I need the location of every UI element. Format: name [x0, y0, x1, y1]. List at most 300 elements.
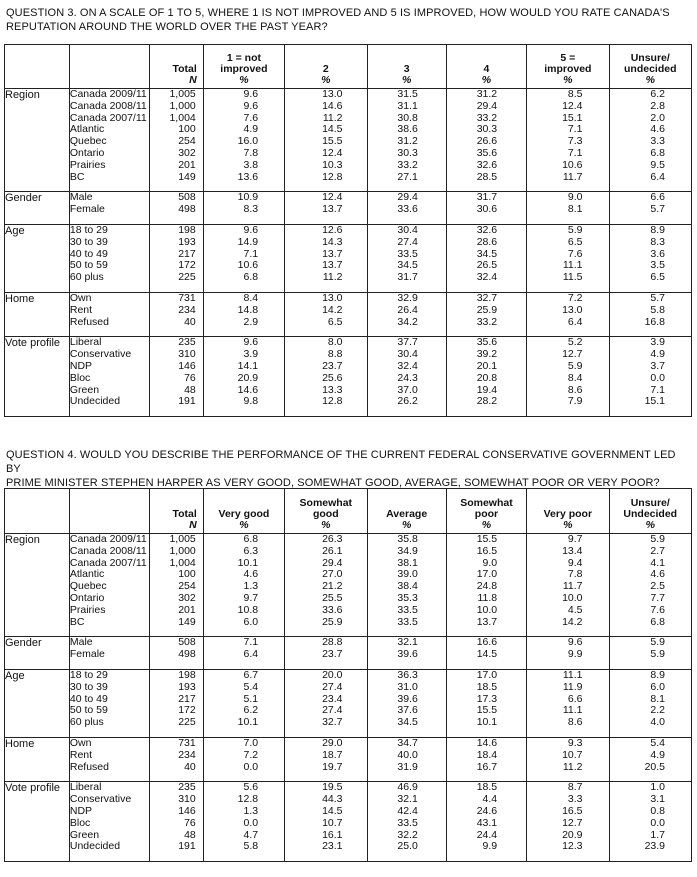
value: 35.6 — [476, 146, 498, 159]
column-header-l1: 1 = not — [226, 52, 261, 64]
row-label: Rent — [69, 303, 93, 316]
value: 10.6 — [562, 158, 583, 171]
value: 9.4 — [567, 556, 583, 569]
value: 33.6 — [397, 203, 418, 216]
value: 14.2 — [322, 303, 343, 316]
row-labels — [69, 337, 149, 417]
column-header — [527, 45, 609, 89]
value: 28.6 — [476, 235, 498, 248]
value: 13.0 — [322, 88, 343, 100]
value: 9.7 — [243, 591, 259, 604]
value: 6.5 — [650, 271, 665, 284]
value: 2.0 — [650, 111, 665, 124]
row-labels — [69, 534, 149, 637]
value: 11.7 — [562, 170, 583, 183]
value: 9.0 — [567, 191, 583, 204]
value: 19.4 — [476, 383, 498, 396]
row-label: Ontario — [69, 591, 105, 604]
group-name: Age — [5, 224, 70, 292]
value: 13.7 — [476, 615, 498, 628]
group-row — [5, 637, 692, 670]
value: 8.9 — [650, 223, 665, 236]
value: 32.4 — [397, 359, 418, 372]
value: 235 — [178, 336, 196, 349]
row-labels — [69, 292, 149, 336]
value: 34.5 — [476, 247, 498, 260]
percent-cell — [527, 534, 609, 637]
row-label: Own — [69, 736, 92, 749]
value: 0.0 — [243, 816, 259, 829]
header-row — [5, 489, 692, 534]
percent-cell — [285, 89, 367, 192]
column-header — [150, 45, 204, 89]
value: 8.1 — [567, 203, 583, 216]
header-row — [5, 45, 692, 89]
value: 198 — [178, 668, 196, 681]
row-label: Green — [69, 828, 100, 841]
value: 16.6 — [476, 636, 498, 649]
value: 23.7 — [322, 359, 343, 372]
value: 4.9 — [243, 123, 259, 136]
row-label: 60 plus — [69, 271, 104, 284]
row-labels — [69, 782, 149, 862]
value: 1.3 — [243, 804, 259, 817]
value: 28.5 — [476, 170, 498, 183]
value: 2.2 — [650, 704, 665, 717]
value: 4.7 — [243, 828, 259, 841]
row-label: NDP — [69, 359, 93, 372]
value: 8.6 — [567, 716, 583, 729]
value: 6.2 — [243, 704, 259, 717]
column-header-l3: % — [321, 519, 331, 531]
percent-cell — [609, 192, 691, 225]
row-label: 50 to 59 — [69, 259, 108, 272]
value: 14.1 — [237, 359, 259, 372]
column-header-l1: Somewhat — [299, 497, 353, 509]
row-label: Male — [69, 636, 93, 649]
value: 1.7 — [650, 828, 665, 841]
value: 10.0 — [562, 591, 583, 604]
percent-cell — [609, 534, 691, 637]
value: 12.8 — [322, 170, 343, 183]
value: 9.6 — [243, 336, 259, 349]
value: 12.7 — [562, 816, 583, 829]
value: 35.8 — [397, 533, 418, 545]
value: 193 — [178, 235, 196, 248]
value: 9.6 — [243, 223, 259, 236]
value: 1,005 — [169, 88, 196, 100]
value: 24.6 — [476, 804, 498, 817]
percent-cell — [285, 669, 367, 737]
value: 13.7 — [322, 259, 343, 272]
value: 18.7 — [322, 748, 343, 761]
percent-cell — [609, 637, 691, 670]
value: 24.3 — [397, 371, 418, 384]
value: 5.6 — [243, 781, 259, 794]
percent-cell — [367, 637, 446, 670]
value: 48 — [184, 383, 196, 396]
blank-header-cell — [69, 45, 149, 89]
row-label: NDP — [69, 804, 93, 817]
value: 1,005 — [169, 533, 196, 545]
value: 10.1 — [237, 716, 259, 729]
row-label: Canada 2007/11 — [69, 111, 147, 124]
value: 9.7 — [567, 533, 583, 545]
value: 2.9 — [243, 315, 259, 328]
value: 6.8 — [650, 615, 665, 628]
percent-cell — [446, 637, 526, 670]
value: 235 — [178, 781, 196, 794]
group-row — [5, 534, 692, 637]
value: 26.5 — [476, 259, 498, 272]
column-header-l3: % — [239, 519, 249, 531]
value: 31.7 — [397, 271, 418, 284]
value: 27.4 — [322, 704, 343, 717]
value: 731 — [178, 736, 196, 749]
row-label: Canada 2009/11 — [69, 88, 147, 100]
q4-title-line1: QUESTION 4. WOULD YOU DESCRIBE THE PERFORMANCE OF THE CURRENT FEDERAL CONSERVATIVE GOVERNMENT LED BY — [6, 449, 676, 475]
percent-cell — [446, 669, 526, 737]
column-header-l2: Very poor — [543, 508, 593, 520]
value: 27.1 — [397, 170, 418, 183]
value: 3.9 — [650, 336, 665, 349]
value: 14.5 — [476, 648, 498, 661]
group-name: Age — [5, 669, 70, 737]
row-label: 60 plus — [69, 716, 104, 729]
row-label: 18 to 29 — [69, 223, 108, 236]
value: 12.4 — [322, 146, 343, 159]
value: 16.7 — [476, 760, 498, 773]
percent-cell — [446, 224, 526, 292]
row-label: Prairies — [69, 158, 106, 171]
value: 33.2 — [476, 111, 498, 124]
value: 10.7 — [562, 748, 583, 761]
percent-cell — [203, 292, 284, 336]
value: 29.4 — [322, 556, 343, 569]
column-header — [203, 45, 284, 89]
percent-cell — [446, 192, 526, 225]
value: 14.2 — [562, 615, 583, 628]
column-header-l2: Total — [172, 63, 197, 75]
column-header-l2: Undecided — [623, 508, 678, 520]
value: 9.6 — [567, 636, 583, 649]
group-name: Vote profile — [5, 337, 70, 417]
value: 1.3 — [243, 580, 259, 593]
percent-cell — [285, 534, 367, 637]
row-label: Canada 2009/11 — [69, 533, 147, 545]
value: 27.4 — [322, 680, 343, 693]
value: 32.7 — [322, 716, 343, 729]
row-label: 50 to 59 — [69, 704, 108, 717]
value: 25.5 — [322, 591, 343, 604]
row-label: Canada 2008/11 — [69, 99, 147, 112]
value: 33.5 — [397, 615, 418, 628]
q4-table — [4, 488, 692, 862]
value: 12.4 — [562, 99, 583, 112]
value: 6.7 — [243, 668, 259, 681]
value: 10.0 — [476, 603, 498, 616]
value: 27.4 — [397, 235, 418, 248]
value: 33.6 — [322, 603, 343, 616]
column-header-l3: % — [563, 519, 573, 531]
value: 17.0 — [476, 568, 498, 581]
value: 12.4 — [322, 191, 343, 204]
row-label: 40 to 49 — [69, 247, 108, 260]
column-header — [285, 489, 367, 534]
value: 6.0 — [650, 680, 665, 693]
value: 8.4 — [243, 291, 259, 304]
column-header-l3: N — [189, 519, 197, 531]
column-header — [527, 489, 609, 534]
value: 13.6 — [237, 170, 259, 183]
value: 3.1 — [650, 793, 665, 806]
percent-cell — [527, 337, 609, 417]
group-name: Home — [5, 292, 70, 336]
row-label: Refused — [69, 315, 109, 328]
percent-cell — [367, 534, 446, 637]
value: 7.9 — [567, 395, 583, 408]
value: 9.6 — [243, 88, 259, 100]
total-n-cell — [150, 224, 204, 292]
value: 7.2 — [243, 748, 259, 761]
row-label: 30 to 39 — [69, 235, 108, 248]
value: 11.2 — [322, 271, 343, 284]
value: 48 — [184, 828, 196, 841]
row-label: Bloc — [69, 816, 91, 829]
value: 225 — [178, 716, 196, 729]
q4-title-line2: PRIME MINISTER STEPHEN HARPER AS VERY GOOD, SOMEWHAT GOOD, AVERAGE, SOMEWHAT POOR OR VERY POOR? — [6, 477, 660, 489]
row-labels — [69, 192, 149, 225]
value: 3.6 — [650, 247, 665, 260]
value: 6.0 — [243, 615, 259, 628]
value: 234 — [178, 748, 196, 761]
column-header-l3: N — [189, 74, 197, 86]
percent-cell — [203, 337, 284, 417]
value: 15.5 — [322, 135, 343, 148]
q3-title-line1: QUESTION 3. ON A SCALE OF 1 TO 5, WHERE 1 IS NOT IMPROVED AND 5 IS IMPROVED, HOW WOULD YOU RATE CANADA'S — [6, 7, 670, 19]
value: 13.3 — [322, 383, 343, 396]
q4-title — [6, 448, 692, 490]
value: 498 — [178, 648, 196, 661]
value: 28.2 — [476, 395, 498, 408]
q3-table — [4, 44, 692, 417]
group-name: Region — [5, 89, 70, 192]
percent-cell — [527, 782, 609, 862]
column-header-l3: % — [481, 519, 492, 531]
value: 11.1 — [562, 259, 583, 272]
group-name: Gender — [5, 192, 70, 225]
value: 12.8 — [237, 793, 259, 806]
column-header-l3: % — [239, 74, 249, 86]
value: 25.9 — [322, 615, 343, 628]
group-name: Home — [5, 737, 70, 781]
value: 25.6 — [322, 371, 343, 384]
value: 5.9 — [650, 533, 665, 545]
percent-cell — [367, 292, 446, 336]
percent-cell — [285, 782, 367, 862]
column-header — [367, 489, 446, 534]
value: 4.4 — [482, 793, 498, 806]
value: 14.3 — [322, 235, 343, 248]
value: 38.6 — [397, 123, 418, 136]
column-header-l2: Average — [386, 508, 428, 520]
value: 7.2 — [567, 291, 583, 304]
row-label: Undecided — [69, 840, 121, 853]
percent-cell — [446, 737, 526, 781]
value: 8.5 — [567, 88, 583, 100]
column-header-l3: % — [563, 74, 573, 86]
value: 14.6 — [476, 736, 498, 749]
value: 10.1 — [476, 716, 498, 729]
percent-cell — [367, 737, 446, 781]
value: 33.5 — [397, 247, 418, 260]
percent-cell — [367, 782, 446, 862]
percent-cell — [367, 669, 446, 737]
value: 1,000 — [169, 544, 196, 557]
value: 0.0 — [650, 371, 665, 384]
column-header-l3: % — [645, 519, 655, 531]
value: 1,004 — [169, 556, 196, 569]
value: 10.7 — [322, 816, 343, 829]
value: 8.4 — [567, 371, 583, 384]
value: 2.5 — [650, 580, 665, 593]
value: 8.0 — [327, 336, 343, 349]
value: 26.1 — [322, 544, 343, 557]
value: 6.5 — [327, 315, 343, 328]
group-row — [5, 224, 692, 292]
row-label: Quebec — [69, 580, 107, 593]
value: 17.3 — [476, 692, 498, 705]
value: 8.6 — [567, 383, 583, 396]
percent-cell — [203, 637, 284, 670]
value: 2.8 — [650, 99, 665, 112]
value: 6.6 — [650, 191, 665, 204]
value: 1,004 — [169, 111, 196, 124]
value: 5.9 — [567, 359, 583, 372]
value: 6.4 — [650, 170, 665, 183]
value: 1.0 — [650, 781, 665, 794]
percent-cell — [527, 224, 609, 292]
value: 34.5 — [397, 716, 418, 729]
value: 146 — [178, 804, 196, 817]
percent-cell — [527, 637, 609, 670]
value: 7.7 — [650, 591, 665, 604]
value: 217 — [178, 692, 196, 705]
value: 35.6 — [476, 336, 498, 349]
column-header-l2: good — [312, 508, 339, 520]
value: 23.4 — [322, 692, 343, 705]
value: 9.0 — [482, 556, 498, 569]
value: 5.9 — [567, 223, 583, 236]
value: 40 — [184, 315, 196, 328]
value: 6.5 — [567, 235, 583, 248]
row-label: Prairies — [69, 603, 106, 616]
value: 10.8 — [237, 603, 259, 616]
value: 201 — [178, 603, 196, 616]
value: 14.8 — [237, 303, 259, 316]
value: 5.8 — [243, 840, 259, 853]
value: 27.0 — [322, 568, 343, 581]
value: 34.2 — [397, 315, 418, 328]
value: 31.0 — [397, 680, 418, 693]
value: 31.9 — [397, 760, 418, 773]
value: 44.3 — [322, 793, 343, 806]
value: 18.5 — [476, 781, 498, 794]
value: 30.8 — [397, 111, 418, 124]
row-label: Atlantic — [69, 568, 105, 581]
percent-cell — [285, 737, 367, 781]
value: 13.0 — [322, 291, 343, 304]
value: 11.2 — [562, 760, 583, 773]
value: 7.6 — [650, 603, 665, 616]
value: 33.5 — [397, 816, 418, 829]
group-row — [5, 669, 692, 737]
group-row — [5, 337, 692, 417]
percent-cell — [367, 192, 446, 225]
value: 20.9 — [562, 828, 583, 841]
value: 10.1 — [237, 556, 259, 569]
value: 8.3 — [243, 203, 259, 216]
value: 11.1 — [562, 704, 583, 717]
value: 193 — [178, 680, 196, 693]
value: 4.0 — [650, 716, 665, 729]
value: 6.3 — [243, 544, 259, 557]
value: 32.4 — [476, 271, 498, 284]
total-n-cell — [150, 89, 204, 192]
value: 100 — [178, 568, 196, 581]
value: 4.9 — [650, 748, 665, 761]
value: 31.5 — [397, 88, 418, 100]
group-row — [5, 737, 692, 781]
row-label: Canada 2008/11 — [69, 544, 147, 557]
value: 8.9 — [650, 668, 665, 681]
value: 33.5 — [397, 603, 418, 616]
percent-cell — [527, 737, 609, 781]
column-header-l2: 2 — [322, 63, 329, 75]
value: 20.9 — [237, 371, 259, 384]
row-label: Rent — [69, 748, 93, 761]
value: 25.9 — [476, 303, 498, 316]
column-header — [446, 45, 526, 89]
row-label: Female — [69, 648, 105, 661]
value: 30.4 — [397, 223, 418, 236]
value: 30.6 — [476, 203, 498, 216]
value: 19.7 — [322, 760, 343, 773]
percent-cell — [285, 292, 367, 336]
value: 15.5 — [476, 533, 498, 545]
value: 146 — [178, 359, 196, 372]
value: 28.8 — [322, 636, 343, 649]
value: 9.6 — [243, 99, 259, 112]
column-header-l2: Very good — [218, 508, 270, 520]
total-n-cell — [150, 337, 204, 417]
percent-cell — [446, 534, 526, 637]
blank-header-cell — [5, 45, 70, 89]
value: 40 — [184, 760, 196, 773]
value: 38.4 — [397, 580, 418, 593]
group-name: Gender — [5, 637, 70, 670]
value: 191 — [178, 395, 196, 408]
value: 25.0 — [397, 840, 418, 853]
row-label: Conservative — [69, 348, 132, 361]
value: 7.6 — [567, 247, 583, 260]
value: 42.4 — [397, 804, 418, 817]
value: 5.7 — [650, 291, 665, 304]
blank-header-cell — [5, 489, 70, 534]
value: 40.0 — [397, 748, 418, 761]
percent-cell — [527, 669, 609, 737]
column-header-l2: poor — [474, 508, 499, 520]
